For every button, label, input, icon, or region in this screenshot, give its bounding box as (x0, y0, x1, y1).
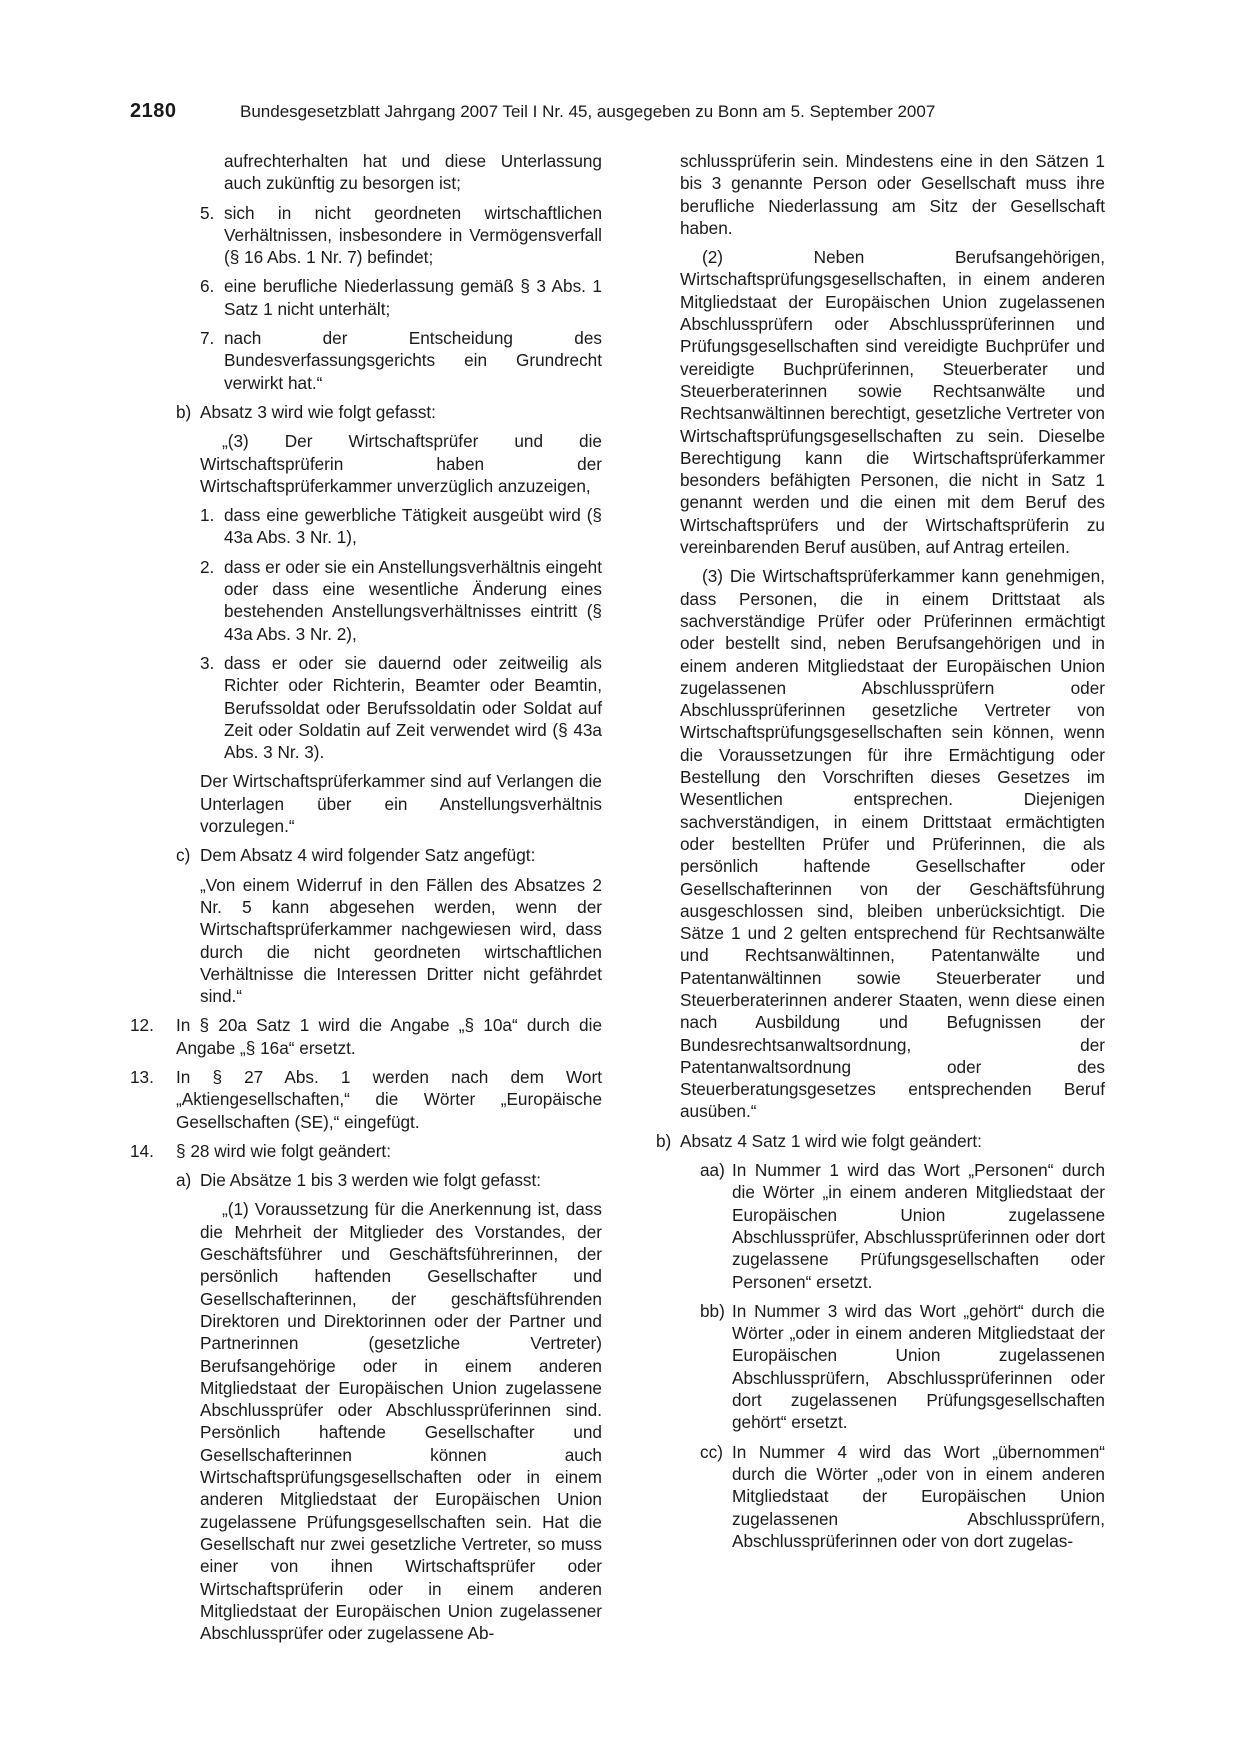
item-label: b) (656, 1130, 672, 1151)
quote-paragraph: „Von einem Widerruf in den Fällen des Absatzes 2 Nr. 5 kann abgesehen werden, wenn der Wirtschaftsprüferkammer nachgewiesen wird, dass durch die nicht geordneten wirtschaftlichen Verhältnisse die Interessen Dritter nicht gefährdet sind.“ (200, 874, 602, 1007)
right-column (656, 150, 1105, 1559)
item-text: sich in nicht geordneten wirtschaftlichen Verhältnissen, insbesondere in Vermögensverfall (§ 16 Abs. 1 Nr. 7) befindet; (224, 202, 602, 268)
list-item-a (176, 1169, 602, 1191)
item-text: In Nummer 1 wird das Wort „Personen“ durch die Wörter „in einem anderen Mitgliedstaat der Europäischen Union zugelassene Abschlussprüfer, Abschlussprüferinnen oder dort zugelassene Prüfungsgesellschaften oder Personen“ ersetzt. (732, 1160, 1105, 1292)
quote-paragraph: „(1) Voraussetzung für die Anerkennung ist, dass die Mehrheit der Mitglieder des Vorstandes, der Geschäftsführer und Geschäftsführerinnen, der persönlich haftenden Gesellschafter und Gesellschafterinnen, der geschäftsführenden Direktoren und Direktorinnen oder der Partner und Partnerinnen (gesetzliche Vertreter) Berufsangehörige oder in einem anderen Mitgliedstaat der Europäischen Union zugelassene Abschlussprüfer oder Abschlussprüferinnen sind. Persönlich haftende Gesellschafter und Gesellschafterinnen können auch Wirtschaftsprüfungsgesellschaften oder in einem anderen Mitgliedstaat der Europäischen Union zugelassene Prüfungsgesellschaften sein. Hat die Gesellschaft nur zwei gesetzliche Vertreter, so muss einer von ihnen Wirtschaftsprüfer oder Wirtschaftsprüferin oder in einem anderen Mitgliedstaat der Europäischen Union zugelassener Abschlussprüfer oder zugelassene Ab- (200, 1199, 602, 1644)
page-number: 2180 (130, 100, 177, 122)
continued-text: schlussprüferin sein. Mindestens eine in den Sätzen 1 bis 3 genannte Person oder Gesellschaft muss ihre berufliche Niederlassung am Sitz der Gesellschaft haben. (680, 151, 1105, 238)
paragraph-2: (2) Neben Berufsangehörigen, Wirtschaftsprüfungsgesellschaften, in einem anderen Mitgliedstaat der Europäischen Union zugelassenen Abschlussprüfern oder Abschlussprüferinnen und Prüfungsgesellschaften sind vereidigte Buchprüfer und vereidigte Buchprüferinnen, Steuerberater und Steuerberaterinnen sowie Rechtsanwälte und Rechtsanwältinnen berechtigt, gesetzliche Vertreter von Wirtschaftsprüfungsgesellschaften zu sein. Dieselbe Berechtigung kann die Wirtschaftsprüferkammer besonders befähigten Personen, die nicht in Satz 1 genannt werden und die einen mit dem Beruf des Wirtschaftsprüfers und der Wirtschaftsprüferin zu vereinbarenden Beruf ausüben, auf Antrag erteilen. (680, 247, 1105, 558)
continued-text: aufrechterhalten hat und diese Unterlassung auch zukünftig zu besorgen ist; (224, 151, 602, 194)
item-text: dass er oder sie ein Anstellungsverhältnis eingeht oder dass eine wesentliche Änderung eines bestehenden Anstellungsverhältnisses eintritt (§ 43a Abs. 3 Nr. 2), (224, 556, 602, 644)
item-text: eine berufliche Niederlassung gemäß § 3 Abs. 1 Satz 1 nicht unterhält; (224, 276, 602, 319)
item-text: Absatz 4 Satz 1 wird wie folgt geändert: (680, 1130, 982, 1151)
list-item-5 (180, 202, 602, 269)
left-column (130, 150, 602, 1651)
item-label: a) (176, 1170, 192, 1191)
list-item-6 (180, 275, 602, 320)
item-text: In § 20a Satz 1 wird die Angabe „§ 10a“ durch die Angabe „§ 16a“ ersetzt. (176, 1015, 602, 1058)
item-label: 7. (200, 328, 215, 349)
list-item-13 (130, 1066, 602, 1133)
item-label: 1. (200, 505, 215, 526)
item-text: Absatz 3 wird wie folgt gefasst: (200, 401, 436, 422)
item-text: In Nummer 3 wird das Wort „gehört“ durch die Wörter „oder in einem anderen Mitgliedstaat der Europäischen Union zugelassenen Abschlussprüfern, Abschlussprüferinnen oder dort zugelassenen Prüfungsgesellschaften gehört“ ersetzt. (732, 1300, 1105, 1433)
item-label: 12. (130, 1015, 154, 1036)
item-label: bb) (700, 1300, 725, 1321)
list-item-14 (130, 1140, 602, 1162)
list-item-b1 (200, 504, 602, 549)
item-text: § 28 wird wie folgt geändert: (176, 1140, 391, 1161)
list-item-7 (180, 327, 602, 394)
item-label: 2. (200, 556, 215, 577)
item-label: 5. (200, 202, 215, 223)
list-item-b (656, 1130, 1105, 1152)
item-text: In Nummer 4 wird das Wort „übernommen“ durch die Wörter „oder von in einem anderen Mitgliedstaat der Europäischen Union zugelassenen Abschlussprüfern, Abschlussprüferinnen oder von dort zugelas- (732, 1441, 1105, 1551)
item-text: nach der Entscheidung des Bundesverfassungsgerichts ein Grundrecht verwirkt hat.“ (224, 328, 602, 393)
quote-paragraph: „(3) Der Wirtschaftsprüfer und die Wirtschaftsprüferin haben der Wirtschaftsprüferkammer unverzüglich anzuzeigen, (200, 431, 602, 496)
item-text: Dem Absatz 4 wird folgender Satz angefügt: (200, 845, 536, 866)
item-label: 14. (130, 1140, 154, 1161)
list-item-cc (700, 1441, 1105, 1552)
list-item-12 (130, 1014, 602, 1059)
item-label: aa) (700, 1160, 725, 1181)
item-label: b) (176, 401, 192, 422)
list-item-b2 (200, 556, 602, 645)
item-text: dass er oder sie dauernd oder zeitweilig als Richter oder Richterin, Beamter oder Beamtin, Berufssoldat oder Berufssoldatin oder Soldat auf Zeit oder Soldatin auf Zeit verwendet wird (§ 43a Abs. 3 Nr. 3). (224, 652, 602, 763)
list-item-b3 (200, 652, 602, 763)
list-item-aa (700, 1159, 1105, 1293)
item-text: dass eine gewerbliche Tätigkeit ausgeübt wird (§ 43a Abs. 3 Nr. 1), (224, 505, 602, 548)
list-item-bb (700, 1300, 1105, 1434)
page-header (130, 100, 1110, 128)
paragraph-3: (3) Die Wirtschaftsprüferkammer kann genehmigen, dass Personen, die in einem Drittstaat als sachverständige Prüfer oder Prüferinnen ermächtigt oder bestellt sind, neben Berufsangehörigen und in einem anderen Mitgliedstaat der Europäischen Union zugelassenen Abschlussprüfern oder Abschlussprüferinnen gesetzliche Vertreter von Wirtschaftsprüfungsgesellschaften sein können, wenn die Voraussetzungen für ihre Ermächtigung oder Bestellung den Vorschriften dieses Gesetzes im Wesentlichen entsprechen. Diejenigen sachverständigen, in einem Drittstaat ermächtigten oder bestellten Prüfer und Prüferinnen, die als persönlich haftende Gesellschafter oder Gesellschafterinnen von der Geschäftsführung ausgeschlossen sind, bleiben unberücksichtigt. Die Sätze 1 und 2 gelten entsprechend für Rechtsanwälte und Rechtsanwältinnen, Patentanwälte und Patentanwältinnen sowie Steuerberater und Steuerberaterinnen anderer Staaten, wenn diese einen nach Ausbildung und Befugnissen der Bundesrechtsanwaltsordnung, der Patentanwaltsordnung oder des Steuerberatungsgesetzes entsprechenden Beruf ausüben.“ (680, 566, 1105, 1122)
list-item-c (176, 844, 602, 866)
item-text: Die Absätze 1 bis 3 werden wie folgt gefasst: (200, 1170, 542, 1191)
item-label: 6. (200, 276, 215, 297)
item-label: 3. (200, 652, 215, 673)
item-label: c) (176, 845, 191, 866)
item-label: 13. (130, 1066, 154, 1087)
list-item-b (176, 401, 602, 423)
item-label: cc) (700, 1441, 723, 1462)
quote-paragraph: Der Wirtschaftsprüferkammer sind auf Verlangen die Unterlagen über ein Anstellungsverhältnis vorzulegen.“ (200, 771, 602, 837)
item-text: In § 27 Abs. 1 werden nach dem Wort „Aktiengesellschaften,“ die Wörter „Europäische Gesellschaften (SE),“ eingefügt. (176, 1066, 602, 1132)
running-head: Bundesgesetzblatt Jahrgang 2007 Teil I Nr. 45, ausgegeben zu Bonn am 5. September 2007 (240, 102, 936, 121)
